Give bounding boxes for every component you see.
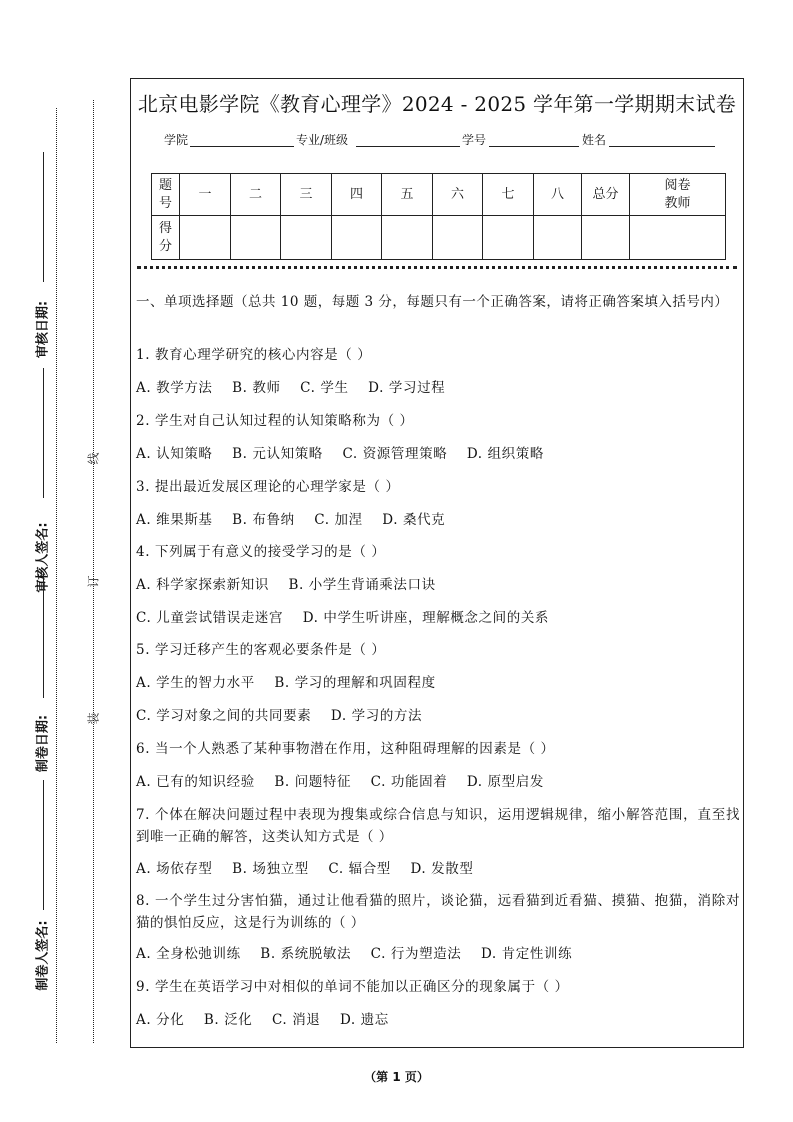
score-table-row2-header: 得分 — [152, 216, 180, 260]
field-major-class-blank[interactable] — [356, 146, 460, 147]
score-table-col-4: 四 — [332, 174, 382, 216]
binding-dotted-line-left — [56, 108, 57, 1043]
score-cell[interactable] — [382, 216, 433, 260]
score-table-col-6: 六 — [433, 174, 483, 216]
score-cell[interactable] — [231, 216, 281, 260]
score-table — [151, 173, 726, 260]
field-college-blank[interactable] — [190, 146, 294, 147]
score-table-col-total: 总分 — [582, 174, 630, 216]
question-8: 8. 一个学生过分害怕猫，通过让他看猫的照片，谈论猫，远看猫到近看猫、摸猫、抱猫，消除对猫的惧怕反应，这是行为训练的（ ） — [136, 893, 740, 931]
compile-date-label: 制卷日期: — [35, 714, 51, 773]
reviewer-signature-label: 审核人签名: — [35, 522, 51, 593]
question-3: 3. 提出最近发展区理论的心理学家是（ ） — [136, 479, 400, 495]
question-6-options: A. 已有的知识经验 B. 问题特征 C. 功能固着 D. 原型启发 — [136, 774, 544, 790]
question-4-options-line2: C. 儿童尝试错误走迷宫 D. 中学生听讲座，理解概念之间的关系 — [136, 610, 550, 626]
section-heading: 一、单项选择题（总共 10 题，每题 3 分，每题只有一个正确答案，请将正确答案填入括号内） — [136, 294, 729, 310]
score-cell[interactable] — [433, 216, 483, 260]
question-8-options: A. 全身松弛训练 B. 系统脱敏法 C. 行为塑造法 D. 肯定性训练 — [136, 946, 573, 962]
question-6: 6. 当一个人熟悉了某种事物潜在作用，这种阻碍理解的因素是（ ） — [136, 741, 555, 757]
question-3-options: A. 维果斯基 B. 布鲁纳 C. 加涅 D. 桑代克 — [136, 512, 446, 528]
question-2: 2. 学生对自己认知过程的认知策略称为（ ） — [136, 413, 414, 429]
binding-char-line: 线 — [86, 452, 101, 465]
score-cell[interactable] — [281, 216, 332, 260]
score-cell[interactable] — [534, 216, 582, 260]
field-student-id-label: 学号 — [462, 133, 487, 147]
score-cell-grader[interactable] — [630, 216, 726, 260]
question-5-options-line2: C. 学习对象之间的共同要素 D. 学习的方法 — [136, 708, 423, 724]
binding-dotted-line-right — [93, 100, 94, 1043]
score-table-col-5: 五 — [382, 174, 433, 216]
question-7-options: A. 场依存型 B. 场独立型 C. 辐合型 D. 发散型 — [136, 861, 474, 877]
question-4: 4. 下列属于有意义的接受学习的是（ ） — [136, 544, 386, 560]
dotted-separator — [137, 266, 737, 269]
score-table-row1-header: 题号 — [152, 174, 180, 216]
compiler-signature-label: 制卷人签名: — [35, 920, 51, 991]
score-cell[interactable] — [332, 216, 382, 260]
field-name-label: 姓名 — [582, 133, 607, 147]
question-9-options: A. 分化 B. 泛化 C. 消退 D. 遗忘 — [136, 1012, 389, 1028]
question-2-options: A. 认知策略 B. 元认知策略 C. 资源管理策略 D. 组织策略 — [136, 446, 544, 462]
review-date-blank[interactable] — [43, 152, 44, 282]
compile-date-blank[interactable] — [43, 572, 44, 698]
binding-char-staple: 订 — [86, 575, 101, 588]
score-cell[interactable] — [180, 216, 231, 260]
question-5-options-line1: A. 学生的智力水平 B. 学习的理解和巩固程度 — [136, 675, 436, 691]
question-1: 1. 教育心理学研究的核心内容是（ ） — [136, 347, 372, 363]
field-college-label: 学院 — [164, 133, 189, 147]
score-table-col-7: 七 — [483, 174, 534, 216]
question-7: 7. 个体在解决问题过程中表现为搜集或综合信息与知识，运用逻辑规律，缩小解答范围，直至找到唯一正确的解答，这类认知方式是（ ） — [136, 807, 740, 845]
score-cell[interactable] — [483, 216, 534, 260]
score-table-col-8: 八 — [534, 174, 582, 216]
question-1-options: A. 教学方法 B. 教师 C. 学生 D. 学习过程 — [136, 380, 446, 396]
field-student-id-blank[interactable] — [489, 146, 579, 147]
exam-title: 北京电影学院《教育心理学》2024 - 2025 学年第一学期期末试卷 — [137, 92, 737, 116]
page-number: （第 1 页） — [364, 1070, 429, 1084]
score-table-col-grader: 阅卷教师 — [630, 174, 726, 216]
question-5: 5. 学习迁移产生的客观必要条件是（ ） — [136, 642, 386, 658]
score-table-col-2: 二 — [231, 174, 281, 216]
question-9: 9. 学生在英语学习中对相似的单词不能加以正确区分的现象属于（ ） — [136, 979, 569, 995]
score-table-col-1: 一 — [180, 174, 231, 216]
binding-char-bind: 装 — [86, 712, 101, 725]
review-date-label: 审核日期: — [35, 300, 51, 359]
field-major-class-label: 专业/班级 — [296, 133, 349, 147]
compiler-signature-blank[interactable] — [43, 780, 44, 910]
score-table-col-3: 三 — [281, 174, 332, 216]
score-cell-total[interactable] — [582, 216, 630, 260]
reviewer-signature-blank[interactable] — [43, 368, 44, 498]
question-4-options-line1: A. 科学家探索新知识 B. 小学生背诵乘法口诀 — [136, 577, 436, 593]
field-name-blank[interactable] — [609, 146, 715, 147]
